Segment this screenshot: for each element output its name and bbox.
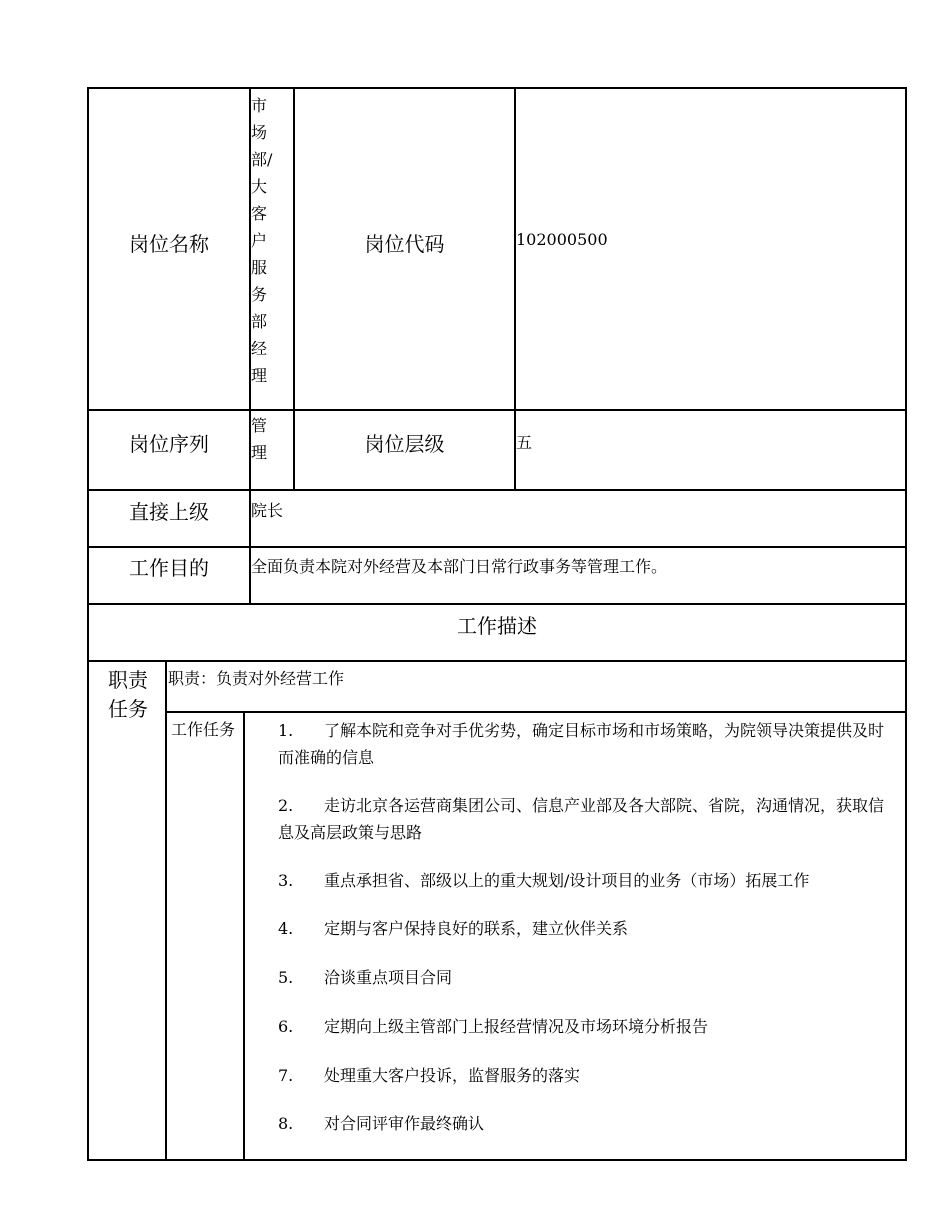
purpose-value: 全面负责本院对外经营及本部门日常行政事务等管理工作。 — [251, 557, 668, 576]
tasks-label: 工作任务 — [170, 720, 235, 739]
task-item — [278, 915, 890, 942]
task-text: 走访北京各运营商集团公司、信息产业部及各大部院、省院，沟通情况，获取信息及高层政策与思路 — [278, 796, 885, 842]
job-code-label: 岗位代码 — [364, 232, 445, 256]
task-item — [278, 867, 890, 894]
task-text: 重点承担省、部级以上的重大规划/设计项目的业务（市场）拓展工作 — [324, 871, 810, 890]
table-border-top — [87, 87, 907, 89]
job-sequence-label: 岗位序列 — [129, 432, 209, 456]
task-number: 5. — [278, 968, 294, 987]
table-border-bottom — [87, 1159, 907, 1161]
duty-label: 职责任务 — [108, 668, 148, 721]
job-sequence-value: 管理 — [251, 416, 268, 462]
task-text: 处理重大客户投诉，监督服务的落实 — [324, 1066, 581, 1085]
row-divider — [87, 489, 907, 491]
task-item — [278, 1062, 890, 1089]
col-divider — [165, 660, 167, 1161]
purpose-label: 工作目的 — [129, 556, 209, 580]
table-border-right — [905, 87, 907, 1161]
task-text: 洽谈重点项目合同 — [324, 968, 453, 987]
task-item — [278, 717, 890, 771]
task-number: 6. — [278, 1017, 294, 1036]
task-item — [278, 792, 890, 846]
task-item — [278, 1013, 890, 1040]
job-name-label: 岗位名称 — [129, 232, 209, 256]
task-number: 8. — [278, 1114, 294, 1133]
job-code-value: 102000500 — [516, 230, 608, 249]
row-divider — [87, 660, 907, 662]
row-divider — [166, 711, 907, 713]
task-number: 1. — [278, 721, 294, 740]
task-number: 2. — [278, 796, 294, 815]
task-number: 7. — [278, 1066, 294, 1085]
task-item — [278, 1110, 890, 1137]
job-level-label: 岗位层级 — [364, 432, 445, 456]
superior-value: 院长 — [251, 501, 284, 520]
task-text: 了解本院和竞争对手优劣势，确定目标市场和市场策略，为院领导决策提供及时而准确的信息 — [278, 721, 885, 767]
task-text: 定期向上级主管部门上报经营情况及市场环境分析报告 — [324, 1017, 709, 1036]
row-divider — [87, 546, 907, 548]
row-divider — [87, 603, 907, 605]
job-level-value: 五 — [516, 433, 533, 452]
col-divider — [243, 711, 245, 1161]
task-text: 定期与客户保持良好的联系，建立伙伴关系 — [324, 919, 629, 938]
job-name-value: 市场部/大客户服务部经理 — [251, 96, 273, 385]
task-item — [278, 964, 890, 991]
duty-title: 职责：负责对外经营工作 — [168, 669, 345, 688]
task-number: 4. — [278, 919, 294, 938]
description-title: 工作描述 — [457, 614, 537, 638]
task-number: 3. — [278, 871, 294, 890]
row-divider — [87, 409, 907, 411]
superior-label: 直接上级 — [129, 500, 209, 524]
task-text: 对合同评审作最终确认 — [324, 1114, 485, 1133]
